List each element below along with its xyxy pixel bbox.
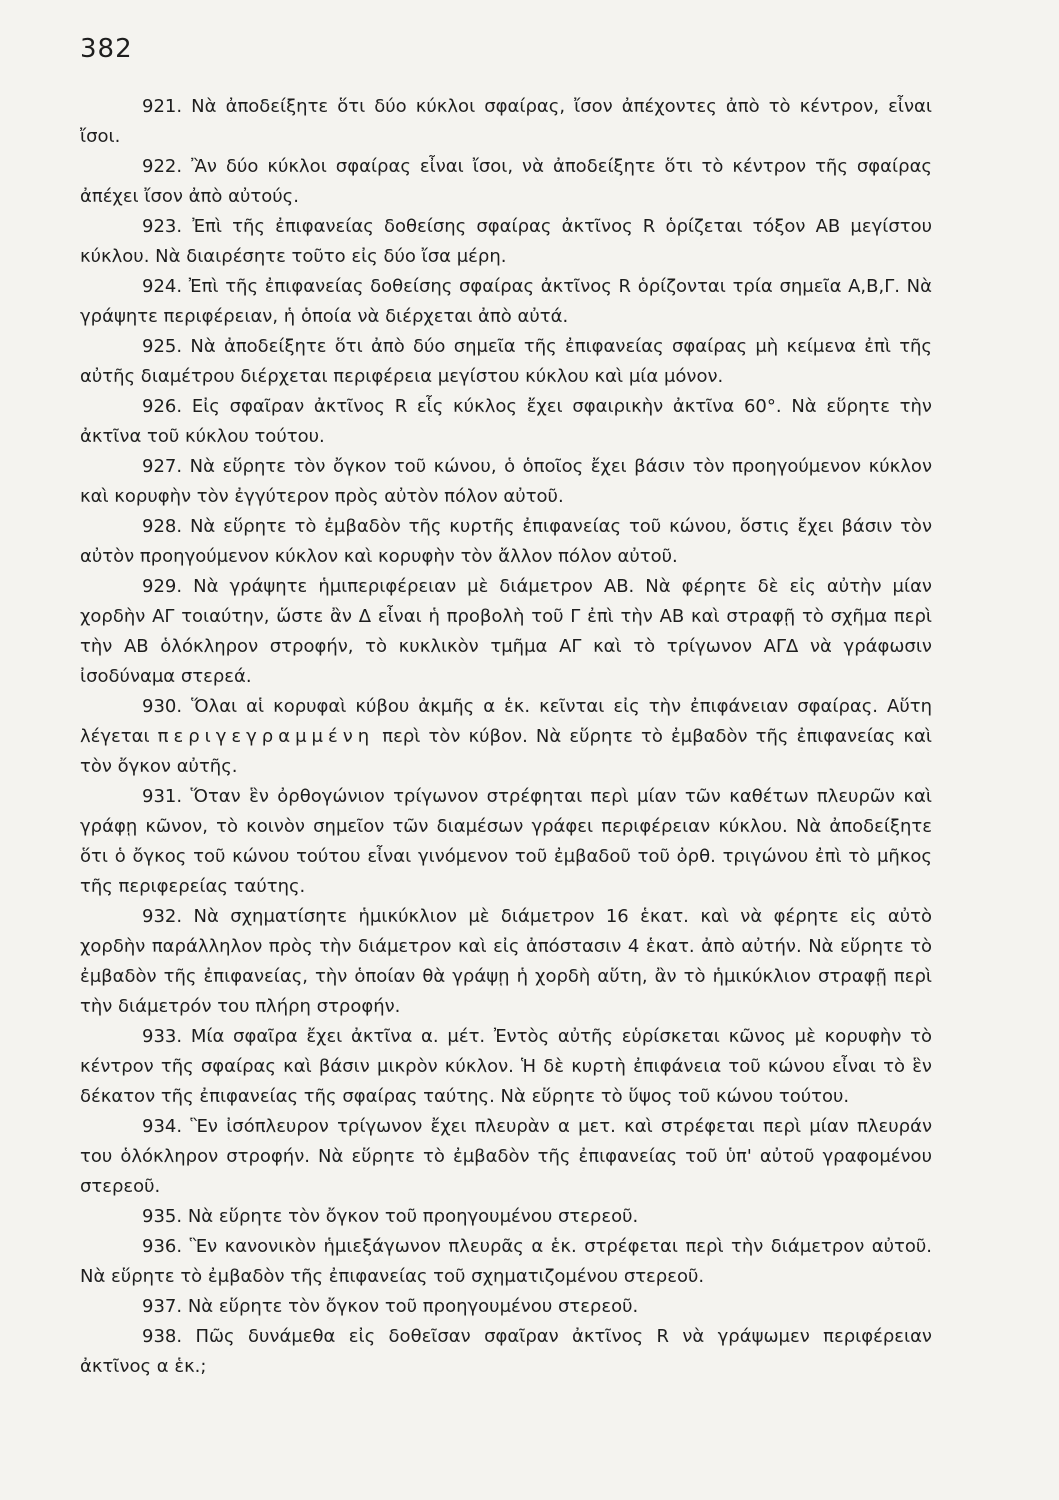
problem-text: Ὅλαι αἱ κορυφαὶ κύβου ἀκμῆς α ἑκ. κεῖνται εἰς τὴν ἐπιφάνειαν σφαίρας. Αὕτη λέγεται	[80, 696, 932, 747]
problem-number: 927.	[142, 456, 183, 477]
problem-number: 933.	[142, 1026, 183, 1047]
problem-text: Ἂν δύο κύκλοι σφαίρας εἶναι ἴσοι, νὰ ἀποδείξητε ὅτι τὸ κέντρον τῆς σφαίρας ἀπέχει ἴσον ἀπὸ αὐτούς.	[80, 156, 932, 207]
problem-936	[80, 1232, 932, 1292]
problem-text: Εἰς σφαῖραν ἀκτῖνος R εἷς κύκλος ἔχει σφαιρικὴν ἀκτῖνα 60°. Νὰ εὕρητε τὴν ἀκτῖνα τοῦ κύκλου τούτου.	[80, 396, 932, 447]
problem-number: 930.	[142, 696, 183, 717]
problem-text: Νὰ εὕρητε τὸν ὄγκον τοῦ προηγουμένου στερεοῦ.	[187, 1296, 639, 1317]
spaced-term: περιγεγραμμένη	[157, 726, 375, 747]
problem-text: Νὰ εὕρητε τὸ ἐμβαδὸν τῆς κυρτῆς ἐπιφανείας τοῦ κώνου, ὅστις ἔχει βάσιν τὸν αὐτὸν προηγούμενον κύκλον καὶ κορυφὴν τὸν ἄλλον πόλον αὐτοῦ.	[80, 516, 932, 567]
problem-number: 934.	[142, 1116, 183, 1137]
problem-number: 932.	[142, 906, 183, 927]
problem-929	[80, 572, 932, 692]
problem-number: 937.	[142, 1296, 183, 1317]
problem-number: 929.	[142, 576, 183, 597]
problem-931	[80, 782, 932, 902]
problem-number: 921.	[142, 96, 183, 117]
problem-number: 923.	[142, 216, 183, 237]
problem-text: Νὰ εὕρητε τὸν ὄγκον τοῦ προηγουμένου στερεοῦ.	[187, 1206, 639, 1227]
problem-935	[80, 1202, 932, 1232]
problem-text: Πῶς δυνάμεθα εἰς δοθεῖσαν σφαῖραν ἀκτῖνος R νὰ γράψωμεν περιφέρειαν ἀκτῖνος α ἑκ.;	[80, 1326, 932, 1377]
problem-text: Ἓν κανονικὸν ἡμιεξάγωνον πλευρᾶς α ἑκ. στρέφεται περὶ τὴν διάμετρον αὐτοῦ. Νὰ εὕρητε τὸ ἐμβαδὸν τῆς ἐπιφανείας τοῦ σχηματιζομένου στερεοῦ.	[80, 1236, 932, 1287]
problem-text: Νὰ γράψητε ἡμιπεριφέρειαν μὲ διάμετρον ΑΒ. Νὰ φέρητε δὲ εἰς αὐτὴν μίαν χορδὴν ΑΓ τοιαύτην, ὥστε ἂν Δ εἶναι ἡ προβολὴ τοῦ Γ ἐπὶ τὴν ΑΒ καὶ στραφῇ τὸ σχῆμα περὶ τὴν ΑΒ ὁλόκληρον στροφήν, τὸ κυκλικὸν τμῆμα ΑΓ καὶ τὸ τρίγωνον ΑΓΔ νὰ γράφωσιν ἰσοδύναμα στερεά.	[80, 576, 932, 687]
problem-925	[80, 332, 932, 392]
problem-number: 936.	[142, 1236, 183, 1257]
problem-number: 924.	[142, 276, 183, 297]
problem-text: Νὰ ἀποδείξητε ὅτι ἀπὸ δύο σημεῖα τῆς ἐπιφανείας σφαίρας μὴ κείμενα ἐπὶ τῆς αὐτῆς διαμέτρου διέρχεται περιφέρεια μεγίστου κύκλου καὶ μία μόνον.	[80, 336, 932, 387]
problem-text: Ἓν ἰσόπλευρον τρίγωνον ἔχει πλευρὰν α μετ. καὶ στρέφεται περὶ μίαν πλευράν του ὁλόκληρον στροφήν. Νὰ εὕρητε τὸ ἐμβαδὸν τῆς ἐπιφανείας τοῦ ὑπ' αὐτοῦ γραφομένου στερεοῦ.	[80, 1116, 932, 1197]
problem-text: Ἐπὶ τῆς ἐπιφανείας δοθείσης σφαίρας ἀκτῖνος R ὁρίζεται τόξον ΑΒ μεγίστου κύκλου. Νὰ διαιρέσητε τοῦτο εἰς δύο ἴσα μέρη.	[80, 216, 932, 267]
problem-930	[80, 692, 932, 782]
problem-934	[80, 1112, 932, 1202]
problem-text: περὶ τὸν κύβον. Νὰ εὕρητε τὸ ἐμβαδὸν τῆς ἐπιφανείας καὶ τὸν ὄγκον αὐτῆς.	[80, 726, 932, 777]
problem-text: Νὰ εὕρητε τὸν ὄγκον τοῦ κώνου, ὁ ὁποῖος ἔχει βάσιν τὸν προηγούμενον κύκλον καὶ κορυφὴν τὸν ἐγγύτερον πρὸς αὐτὸν πόλον αὐτοῦ.	[80, 456, 932, 507]
problem-928	[80, 512, 932, 572]
page-number: 382	[80, 34, 133, 64]
problem-927	[80, 452, 932, 512]
problem-number: 925.	[142, 336, 183, 357]
problem-933	[80, 1022, 932, 1112]
problem-text: Μία σφαῖρα ἔχει ἀκτῖνα α. μέτ. Ἐντὸς αὐτῆς εὑρίσκεται κῶνος μὲ κορυφὴν τὸ κέντρον τῆς σφαίρας καὶ βάσιν μικρὸν κύκλον. Ἡ δὲ κυρτὴ ἐπιφάνεια τοῦ κώνου εἶναι τὸ ἓν δέκατον τῆς ἐπιφανείας τῆς σφαίρας ταύτης. Νὰ εὕρητε τὸ ὕψος τοῦ κώνου τούτου.	[80, 1026, 932, 1107]
problem-922	[80, 152, 932, 212]
problem-text: Νὰ σχηματίσητε ἡμικύκλιον μὲ διάμετρον 16 ἑκατ. καὶ νὰ φέρητε εἰς αὐτὸ χορδὴν παράλληλον πρὸς τὴν διάμετρον καὶ εἰς ἀπόστασιν 4 ἑκατ. ἀπὸ αὐτήν. Νὰ εὕρητε τὸ ἐμβαδὸν τῆς ἐπιφανείας, τὴν ὁποίαν θὰ γράψῃ ἡ χορδὴ αὕτη, ἂν τὸ ἡμικύκλιον στραφῇ περὶ τὴν διάμετρόν του πλήρη στροφήν.	[80, 906, 932, 1017]
problem-number: 938.	[142, 1326, 183, 1347]
problem-938	[80, 1322, 932, 1382]
problem-number: 931.	[142, 786, 183, 807]
problem-text: Ἐπὶ τῆς ἐπιφανείας δοθείσης σφαίρας ἀκτῖνος R ὁρίζονται τρία σημεῖα Α,Β,Γ. Νὰ γράψητε περιφέρειαν, ἡ ὁποία νὰ διέρχεται ἀπὸ αὐτά.	[80, 276, 932, 327]
problem-list	[80, 92, 932, 1382]
problem-923	[80, 212, 932, 272]
problem-number: 928.	[142, 516, 183, 537]
problem-text: Νὰ ἀποδείξητε ὅτι δύο κύκλοι σφαίρας, ἴσον ἀπέχοντες ἀπὸ τὸ κέντρον, εἶναι ἴσοι.	[80, 96, 932, 147]
problem-924	[80, 272, 932, 332]
problem-926	[80, 392, 932, 452]
problem-937	[80, 1292, 932, 1322]
problem-number: 926.	[142, 396, 183, 417]
problem-text: Ὅταν ἓν ὀρθογώνιον τρίγωνον στρέφηται περὶ μίαν τῶν καθέτων πλευρῶν καὶ γράφῃ κῶνον, τὸ κοινὸν σημεῖον τῶν διαμέσων γράφει περιφέρειαν κύκλου. Νὰ ἀποδείξητε ὅτι ὁ ὄγκος τοῦ κώνου τούτου εἶναι γινόμενον τοῦ ἐμβαδοῦ τοῦ ὀρθ. τριγώνου ἐπὶ τὸ μῆκος τῆς περιφερείας ταύτης.	[80, 786, 932, 897]
problem-number: 935.	[142, 1206, 183, 1227]
problem-number: 922.	[142, 156, 183, 177]
problem-921	[80, 92, 932, 152]
problem-932	[80, 902, 932, 1022]
